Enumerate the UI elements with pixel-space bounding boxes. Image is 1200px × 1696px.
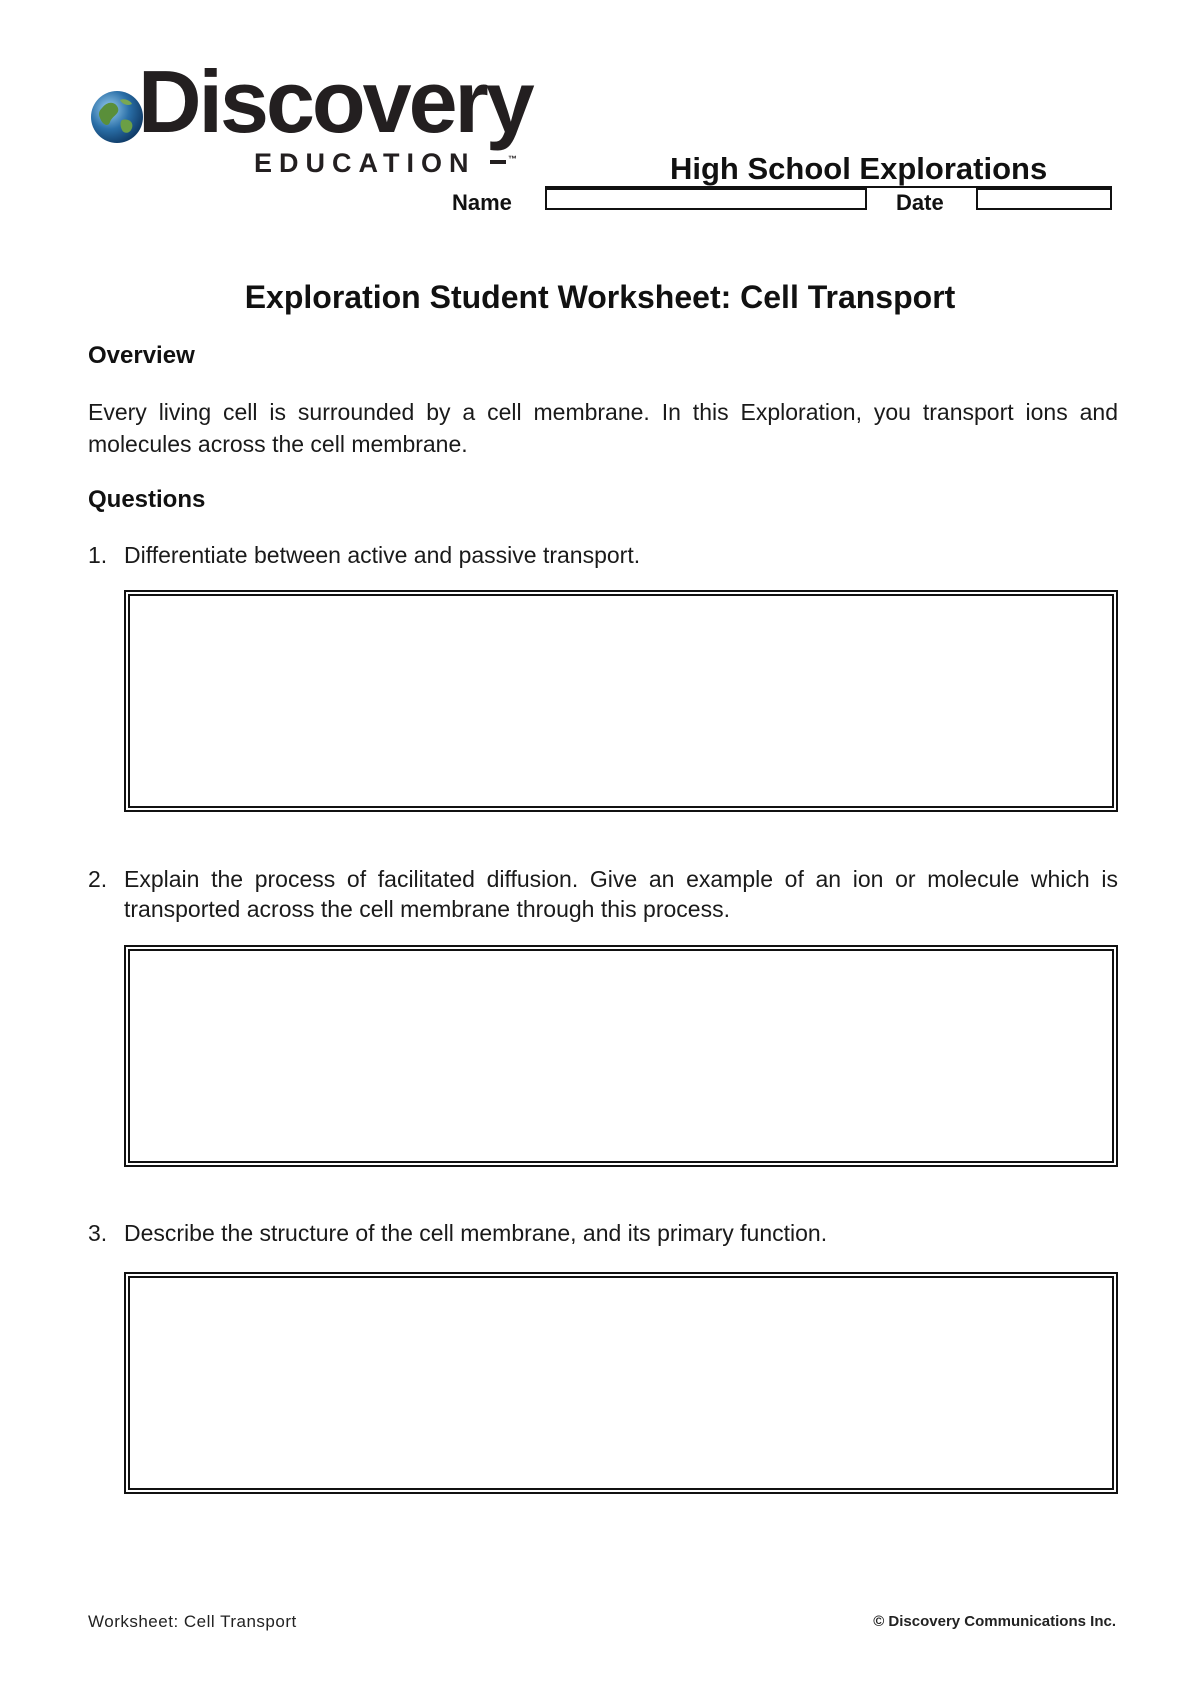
question-1 [88, 540, 1118, 570]
globe-icon [90, 90, 144, 144]
question-2 [88, 864, 1118, 924]
answer-box-1[interactable] [124, 590, 1118, 812]
question-text: Differentiate between active and passive transport. [124, 542, 641, 568]
logo-wordmark: Discovery [138, 52, 532, 151]
name-field[interactable] [545, 188, 867, 210]
questions-heading: Questions [88, 486, 206, 513]
logo-subtitle: EDUCATION [254, 148, 476, 178]
question-text: Explain the process of facilitated diffusion. Give an example of an ion or molecule which is transported across the cell membrane through this process. [124, 866, 1118, 922]
question-number: 1. [88, 542, 108, 568]
overview-heading: Overview [88, 342, 195, 369]
answer-box-3[interactable] [124, 1272, 1118, 1494]
answer-box-2[interactable] [124, 945, 1118, 1167]
discovery-education-logo [90, 52, 540, 182]
name-label: Name [452, 190, 512, 215]
page-title: Exploration Student Worksheet: Cell Transport [244, 279, 956, 315]
date-field[interactable] [976, 188, 1112, 210]
question-number: 2. [88, 866, 108, 892]
series-title: High School Explorations [670, 151, 1048, 186]
question-text: Describe the structure of the cell membrane, and its primary function. [124, 1220, 828, 1246]
date-label: Date [896, 190, 944, 215]
footer-copyright: © Discovery Communications Inc. [873, 1613, 1116, 1630]
footer-document-name: Worksheet: Cell Transport [88, 1612, 297, 1631]
overview-text: Every living cell is surrounded by a cell membrane. In this Exploration, you transport ions and molecules across the cell membrane. [88, 399, 1118, 457]
question-3 [88, 1218, 1118, 1248]
logo-trademark: ™ [508, 154, 517, 164]
question-number: 3. [88, 1220, 108, 1246]
logo-bar [490, 160, 506, 164]
